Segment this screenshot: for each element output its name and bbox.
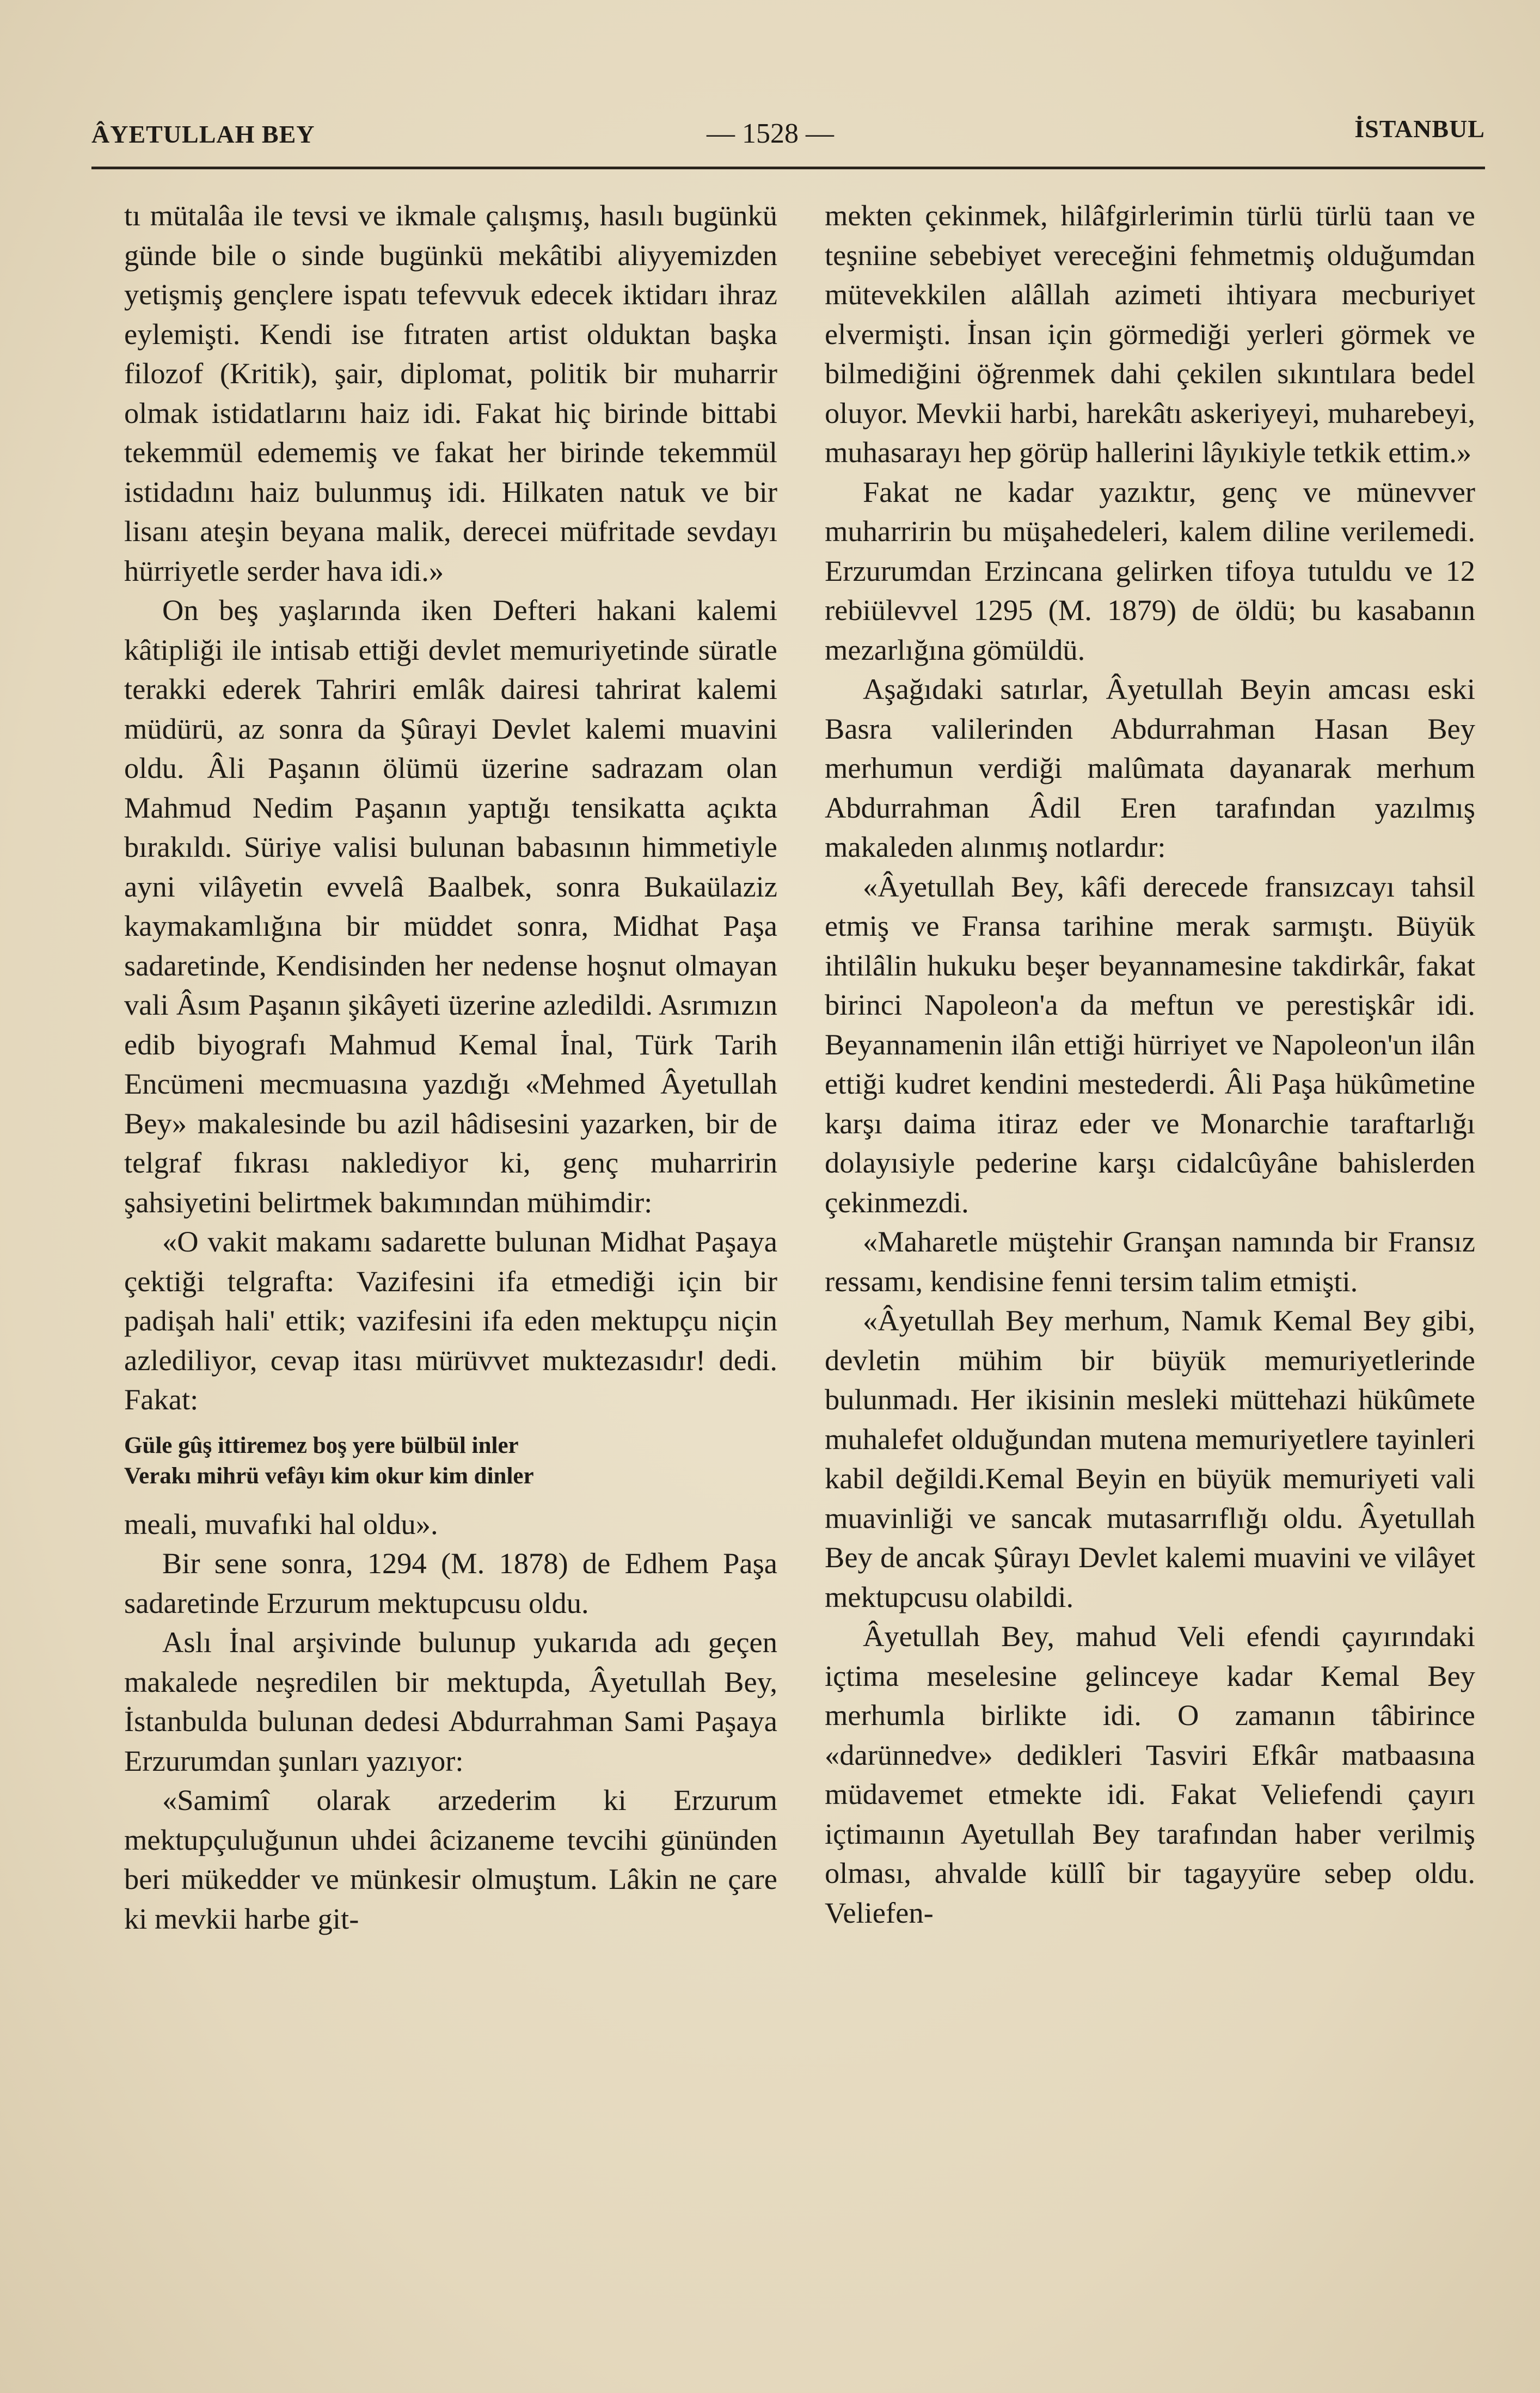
header-volume-title: İSTANBUL — [1354, 115, 1485, 143]
paragraph: Fakat ne kadar yazıktır, genç ve münevver muharririn bu müşahedeleri, kalem diline verilemedi. Erzurumdan Erzincana gelirken tifoya tutuldu ve 12 rebiülevvel 1295 (M. 1879) de öldü; bu kasabanın mezarlığına gömüldü. — [825, 475, 1475, 666]
paragraph: tı mütalâa ile tevsi ve ikmale çalışmış, hasılı bugünkü günde bile o sinde bugünkü mekâtibi aliyyemizden yetişmiş gençlere ispatı tefevvuk edecek iktidarı ihraz eylemişti. Kendi ise fıtraten artist olduktan başka filozof (Kritik), şair, diplomat, politik bir muharrir olmak istidatlarını haiz idi. Fakat hiç birinde bittabi tekemmül edememiş ve fakat her birinde tekemmül istidadını haiz bulunmuş idi. Hilkaten natuk ve bir lisanı ateşin beyana malik, derecei müfritade sevdayı hürriyetle serder hava idi.» — [124, 199, 777, 587]
paragraph: Âyetullah Bey, mahud Veli efendi çayırındaki içtima meselesine gelinceye kadar Kemal Bey merhumla birlikte idi. O zamanın tâbirince «darünnedve» dedikleri Tasviri Efkâr matbaasına müdavemet etmekte idi. Fakat Veliefendi çayırı içtimaının Ayetullah Bey tarafından haber verilmiş olması, ahvalde küllî bir tagayyüre sebep oldu. Veliefen- — [825, 1619, 1475, 1929]
poem-line: Verakı mihrü vefâyı kim okur kim dinler — [124, 1463, 534, 1489]
running-header — [91, 114, 1485, 163]
paragraph: Aşağıdaki satırlar, Âyetullah Beyin amcası eski Basra valilerinden Abdurrahman Hasan Bey merhumun verdiği malûmata dayanarak merhum Abdurrahman Âdil Eren tarafından yazılmış makaleden alınmış notlardır: — [825, 672, 1475, 863]
paragraph: «Âyetullah Bey, kâfi derecede fransızcayı tahsil etmiş ve Fransa tarihine merak sarmıştı. Büyük ihtilâlin hukuku beşer beyannamesine takdirkâr, fakat birinci Napoleon'a da meftun ve perestişkâr idi. Beyannamenin ilân ettiği hürriyet ve Napoleon'un ilân ettiği kudret kendini mestederdi. Âli Paşa hükûmetine karşı daima itiraz eder ve Monarchie taraftarlığı dolayısiyle pederine karşı cidalcûyâne bahislerden çekinmezdi. — [825, 869, 1475, 1219]
left-column — [124, 196, 777, 1938]
paragraph: Aslı İnal arşivinde bulunup yukarıda adı geçen makalede neşredilen bir mektupda, Âyetullah Bey, İstanbulda bulunan dedesi Abdurrahman Sami Paşaya Erzurumdan şunları yazıyor: — [124, 1625, 777, 1777]
poem-couplet — [124, 1431, 777, 1492]
paragraph: On beş yaşlarında iken Defteri hakani kalemi kâtipliği ile intisab ettiği devlet memuriyetinde süratle terakki ederek Tahriri emlâk dairesi tahrirat kalemi müdürü, az sonra da Şûrayi Devlet kalemi muavini oldu. Âli Paşanın ölümü üzerine sadrazam olan Mahmud Nedim Paşanın yaptığı tensikatta açıkta bırakıldı. Süriye valisi bulunan babasının himmetiyle ayni vilâyetin evvelâ Baalbek, sonra Bukaülaziz kaymakamlığına bir müddet sonra, Midhat Paşa sadaretinde, Kendisinden her nedense hoşnut olmayan vali Âsım Paşanın şikâyeti üzerine azledildi. Asrımızın edib biyografı Mahmud Kemal İnal, Türk Tarih Encümeni mecmuasına yazdığı «Mehmed Âyetullah Bey» makalesinde bu azil hâdisesini yazarken, bir de telgraf fıkrası naklediyor ki, genç muharririn şahsiyetini belirtmek bakımından mühimdir: — [124, 593, 777, 1219]
header-rule — [91, 167, 1485, 169]
poem-line: Güle gûş ittiremez boş yere bülbül inler — [124, 1432, 519, 1458]
paragraph: «Samimî olarak arzederim ki Erzurum mektupçuluğunun uhdei âcizaneme tevcihi gününden beri mükedder ve münkesir olmuştum. Lâkin ne çare ki mevkii harbe git- — [124, 1783, 777, 1935]
right-column — [825, 196, 1475, 1932]
paragraph: meali, muvafıki hal oldu». — [124, 1507, 438, 1541]
paragraph: Bir sene sonra, 1294 (M. 1878) de Edhem Paşa sadaretinde Erzurum mektupcusu oldu. — [124, 1547, 777, 1619]
header-entry-title: ÂYETULLAH BEY — [91, 120, 315, 148]
page-number: — 1528 — — [707, 118, 834, 149]
paragraph: «O vakit makamı sadarette bulunan Midhat Paşaya çektiği telgrafta: Vazifesini ifa etmediği için bir padişah hali' ettik; vazifesini ifa eden mektupçu niçin azlediliyor, cevap itası mürüvvet muktezasıdır! dedi. Fakat: — [124, 1225, 777, 1416]
paragraph: «Âyetullah Bey merhum, Namık Kemal Bey gibi, devletin mühim bir büyük memuriyetlerinde bulunmadı. Her ikisinin mesleki müttehazi hükûmete muhalefet olduğundan mutena memuriyetlere tayinleri kabil değildi.Kemal Beyin en büyük memuriyeti vali muavinliği ve sancak mutasarrıflığı oldu. Âyetullah Bey de ancak Şûrayı Devlet kalemi muavini ve vilâyet mektupcusu olabildi. — [825, 1304, 1475, 1613]
paragraph: mekten çekinmek, hilâfgirlerimin türlü türlü taan ve teşniine sebebiyet vereceğini fehmetmiş olduğumdan mütevekkilen alâllah azimeti ihtiyara mecburiyet elvermişti. İnsan için görmediği yerleri görmek ve bilmediğini öğrenmek dahi çekilen sıkıntılara bedel oluyor. Mevkii harbi, harekâtı askeriyeyi, muharebeyi, muhasarayı hep görüp hallerini lâyıkiyle tetkik ettim.» — [825, 199, 1475, 469]
paragraph: «Maharetle müştehir Granşan namında bir Fransız ressamı, kendisine fenni tersim talim etmişti. — [825, 1225, 1475, 1298]
